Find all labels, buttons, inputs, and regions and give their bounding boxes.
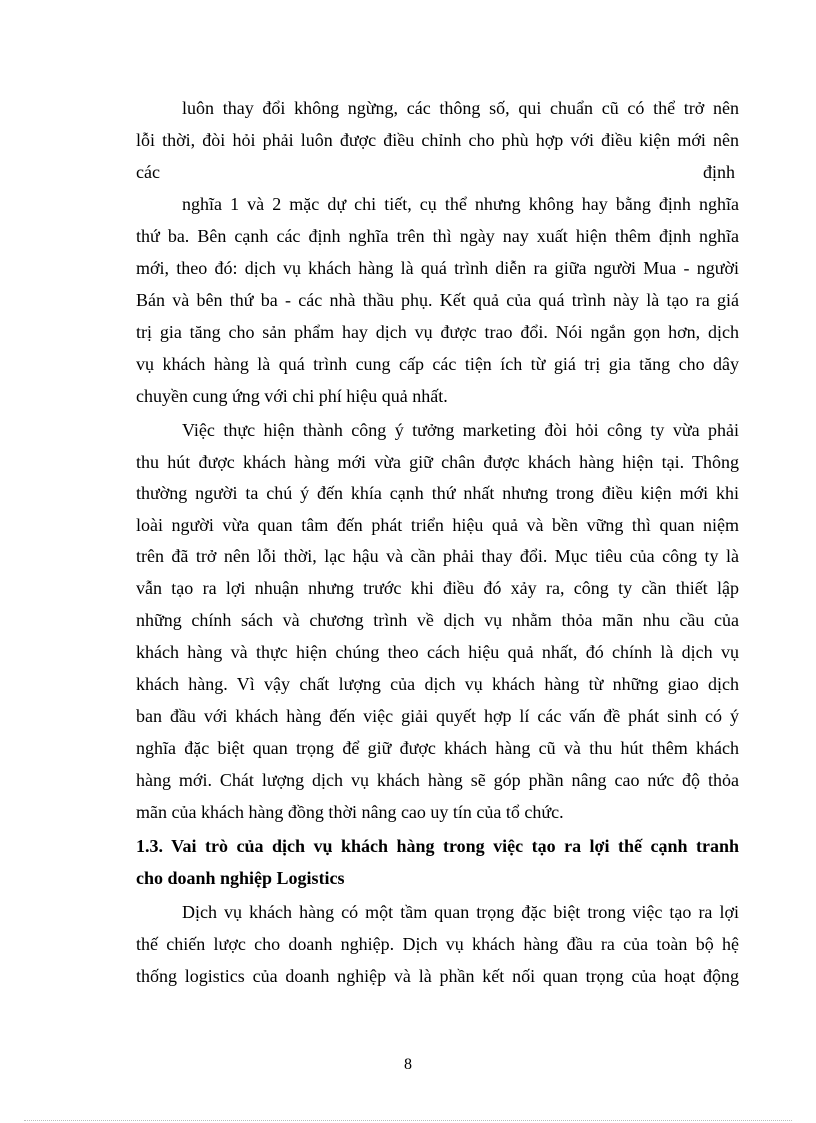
paragraph-line: ban đầu với khách hàng đến việc giải quyết hợp lí các vấn đề phát sinh có ý — [136, 706, 739, 726]
paragraph-line: trị gia tăng cho sản phẩm hay dịch vụ được trao đổi. Nói ngắn gọn hơn, dịch — [136, 322, 739, 342]
paragraph-line: vụ khách hàng là quá trình cung cấp các tiện ích từ giá trị gia tăng cho dây — [136, 354, 739, 374]
paragraph-line: luôn thay đổi không ngừng, các thông số, qui chuẩn cũ có thể trở nên — [182, 98, 739, 118]
paragraph-line: lỗi thời, đòi hỏi phải luôn được điều chỉnh cho phù hợp với điều kiện mới nên — [136, 130, 739, 150]
paragraph-line: loài người vừa quan tâm đến phát triển hiệu quả và bền vững thì quan niệm — [136, 515, 739, 535]
paragraph-fragment-right: định — [703, 162, 736, 182]
paragraph-line: nghĩa 1 và 2 mặc dự chi tiết, cụ thể nhưng không hay bằng định nghĩa — [182, 194, 739, 214]
paragraph-line: vẫn tạo ra lợi nhuận nhưng trước khi điều đó xảy ra, công ty cần thiết lập — [136, 578, 739, 598]
section-heading: 1.3. Vai trò của dịch vụ khách hàng trong việc tạo ra lợi thế cạnh tranh — [136, 836, 739, 856]
paragraph-line: Bán và bên thứ ba - các nhà thầu phụ. Kết quả của quá trình này là tạo ra giá — [136, 290, 739, 310]
paragraph-line: Dịch vụ khách hàng có một tầm quan trọng đặc biệt trong việc tạo ra lợi — [182, 902, 739, 922]
paragraph-line: mãn của khách hàng đồng thời nâng cao uy tín của tổ chức. — [136, 802, 564, 822]
paragraph-line: những chính sách và chương trình về dịch vụ nhằm thỏa mãn nhu cầu của — [136, 610, 739, 630]
paragraph-line: trên đã trở nên lỗi thời, lạc hậu và cần phải thay đổi. Mục tiêu của công ty là — [136, 546, 739, 566]
paragraph-line: Việc thực hiện thành công ý tưởng marketing đòi hỏi công ty vừa phải — [182, 420, 739, 440]
page-number: 8 — [404, 1056, 412, 1073]
paragraph-line: thống logistics của doanh nghiệp và là phần kết nối quan trọng của hoạt động — [136, 966, 739, 986]
paragraph-line: thứ ba. Bên cạnh các định nghĩa trên thì ngày nay xuất hiện thêm định nghĩa — [136, 226, 739, 246]
section-heading: cho doanh nghiệp Logistics — [136, 868, 345, 888]
paragraph-line: khách hàng và thực hiện chúng theo cách hiệu quả nhất, đó chính là dịch vụ — [136, 642, 739, 662]
paragraph-fragment-left: các — [136, 162, 160, 182]
paragraph-line: khách hàng. Vì vậy chất lượng của dịch vụ khách hàng từ những giao dịch — [136, 674, 739, 694]
paragraph-line: thu hút được khách hàng mới vừa giữ chân được khách hàng hiện tại. Thông — [136, 452, 739, 472]
paragraph-line: thế chiến lược cho doanh nghiệp. Dịch vụ khách hàng đầu ra của toàn bộ hệ — [136, 934, 739, 954]
paragraph-line: mới, theo đó: dịch vụ khách hàng là quá trình diễn ra giữa người Mua - người — [136, 258, 739, 278]
page-bottom-rule — [24, 1120, 792, 1121]
paragraph-line: thường người ta chú ý đến khía cạnh thứ nhất nhưng trong điều kiện mới khi — [136, 483, 739, 503]
paragraph-line: hàng mới. Chát lượng dịch vụ khách hàng sẽ góp phần nâng cao nức độ thỏa — [136, 770, 739, 790]
paragraph-line: chuyền cung ứng với chi phí hiệu quả nhất. — [136, 386, 448, 406]
paragraph-line: nghĩa đặc biệt quan trọng để giữ được khách hàng cũ và thu hút thêm khách — [136, 738, 739, 758]
